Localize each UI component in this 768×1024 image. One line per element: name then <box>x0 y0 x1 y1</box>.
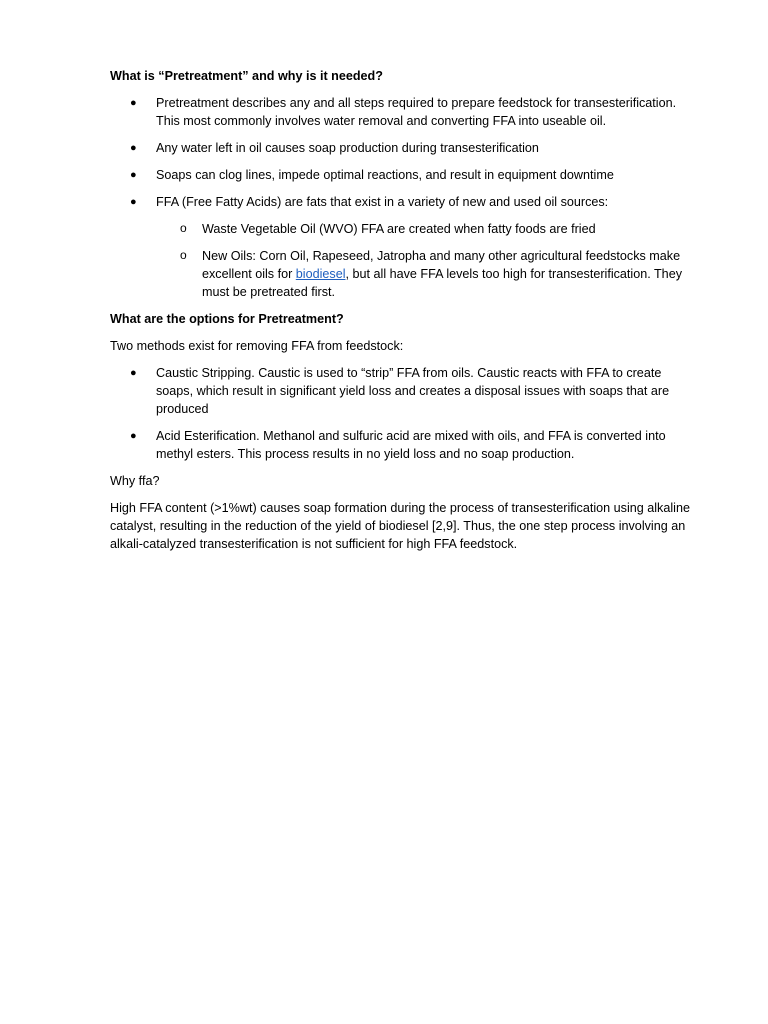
sub-list-item-text-after: , but all have FFA levels too high for transesterification. They must be pretreated first. <box>202 267 682 299</box>
document-body <box>110 67 700 562</box>
sub-bullet-icon: o <box>180 248 187 262</box>
list-item <box>110 139 700 157</box>
ffa-sources-sub-list <box>156 220 700 301</box>
list-item-text: Caustic Stripping. Caustic is used to “strip” FFA from oils. Caustic reacts with FFA to create soaps, which result in significant yield loss and creates a disposal issues with soaps that are produced <box>156 366 670 416</box>
options-intro-text: Two methods exist for removing FFA from feedstock: <box>110 339 404 353</box>
section-heading-options: What are the options for Pretreatment? <box>110 312 344 326</box>
why-ffa-body-text: High FFA content (>1%wt) causes soap formation during the process of transesterification using alkaline catalyst, resulting in the reduction of the yield of biodiesel [2,9]. Thus, the one step process involving an alkali-catalyzed transesterification is not sufficient for high FFA feedstock. <box>110 501 690 551</box>
bullet-icon: ● <box>130 169 137 181</box>
list-item <box>110 166 700 184</box>
bullet-icon: ● <box>130 142 137 154</box>
bullet-icon: ● <box>130 196 137 208</box>
sub-list-item-text: Waste Vegetable Oil (WVO) FFA are created when fatty foods are fried <box>202 222 596 236</box>
sub-list-item-text-before: New Oils: Corn Oil, Rapeseed, Jatropha and many other agricultural feedstocks make excellent oils for <box>202 249 681 281</box>
list-item-text: Any water left in oil causes soap production during transesterification <box>156 141 539 155</box>
bullet-icon: ● <box>130 430 137 442</box>
list-item <box>110 94 700 130</box>
biodiesel-link[interactable]: biodiesel <box>295 267 346 281</box>
options-bullet-list <box>110 364 700 463</box>
sub-list-item <box>110 220 700 238</box>
list-item-text: FFA (Free Fatty Acids) are fats that exist in a variety of new and used oil sources: <box>156 195 609 209</box>
bullet-icon: ● <box>130 367 137 379</box>
list-item-text: Soaps can clog lines, impede optimal reactions, and result in equipment downtime <box>156 168 614 182</box>
list-item-text: Pretreatment describes any and all steps required to prepare feedstock for transesterification. This most commonly involves water removal and converting FFA into useable oil. <box>156 96 677 128</box>
list-item <box>110 427 700 463</box>
list-item-text: Acid Esterification. Methanol and sulfuric acid are mixed with oils, and FFA is converted into methyl esters. This process results in no yield loss and no soap production. <box>156 429 666 461</box>
list-item <box>110 193 700 301</box>
bullet-icon: ● <box>130 97 137 109</box>
sub-list-item <box>110 247 700 301</box>
section-heading-why-ffa: Why ffa? <box>110 474 160 488</box>
list-item <box>110 364 700 418</box>
pretreatment-bullet-list <box>110 94 700 301</box>
sub-bullet-icon: o <box>180 221 187 235</box>
section-heading-pretreatment: What is “Pretreatment” and why is it needed? <box>110 69 383 83</box>
